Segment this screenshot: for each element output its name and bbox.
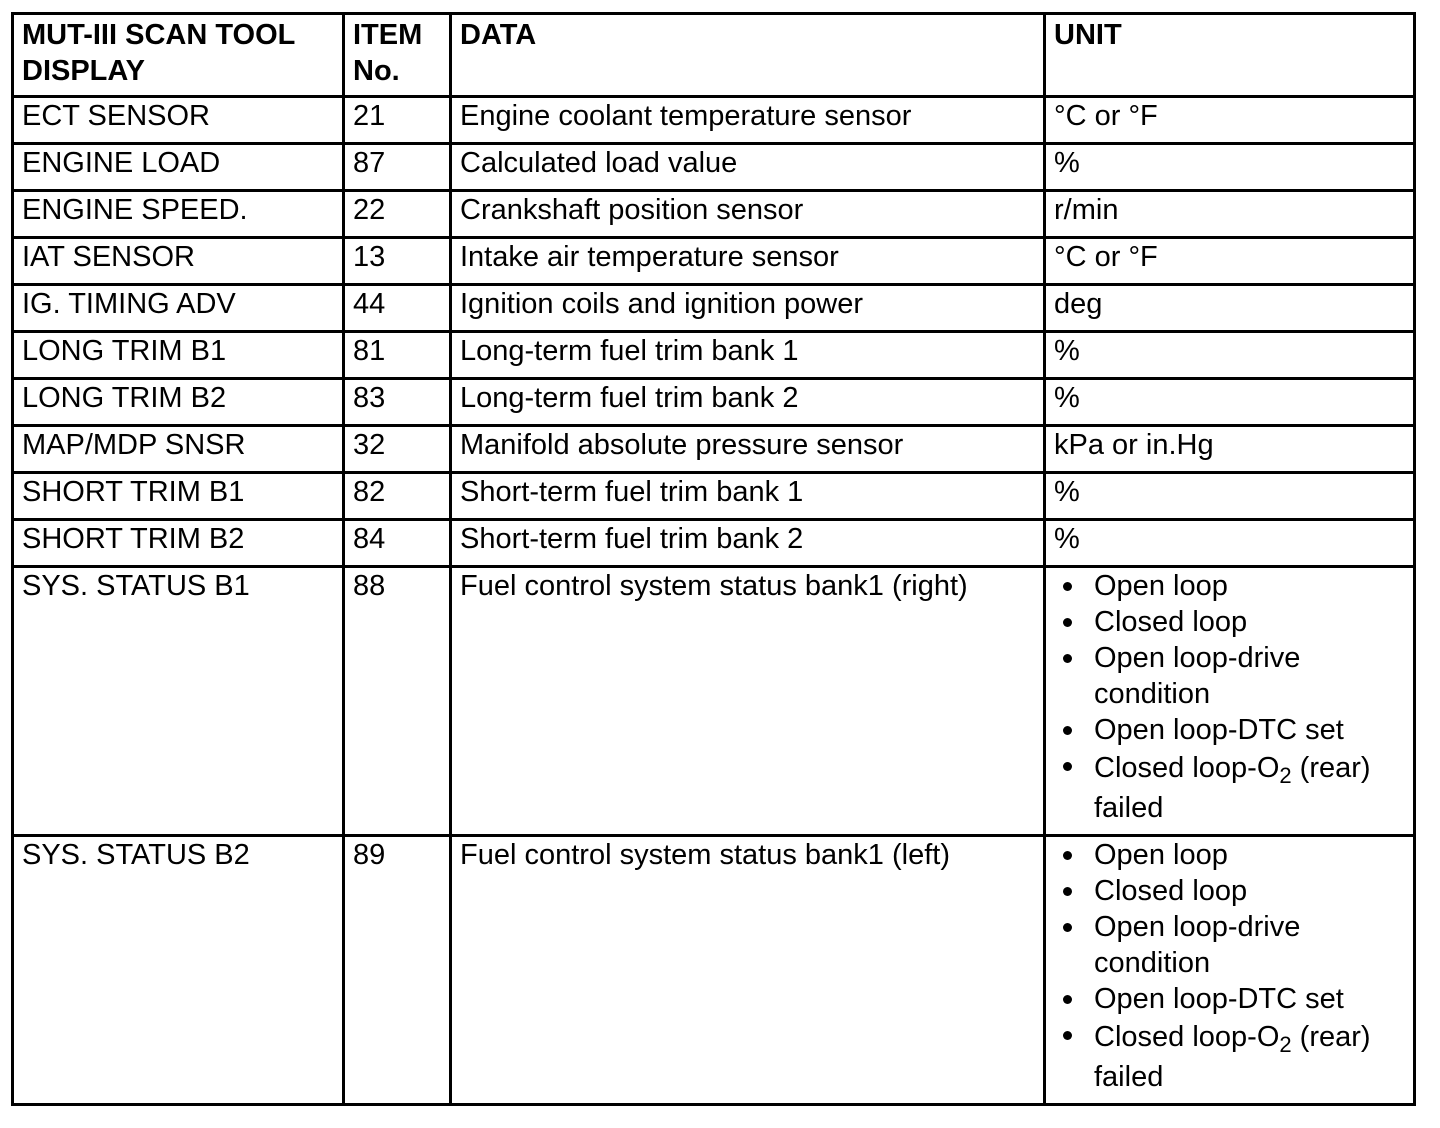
cell-item: 44: [344, 285, 451, 332]
cell-display: MAP/MDP SNSR: [13, 426, 344, 473]
cell-data: Short-term fuel trim bank 2: [451, 520, 1045, 567]
header-display: MUT-III SCAN TOOL DISPLAY: [13, 14, 344, 97]
list-item: [1054, 748, 1405, 828]
header-row: [13, 14, 1415, 97]
cell-item: 81: [344, 332, 451, 379]
list-item: [1054, 1017, 1405, 1097]
o2-subscript: 2: [1279, 763, 1292, 788]
list-item: Closed loop: [1054, 873, 1405, 909]
cell-data: Fuel control system status bank1 (right): [451, 567, 1045, 836]
cell-data: Crankshaft position sensor: [451, 191, 1045, 238]
cell-unit-list: [1045, 836, 1415, 1105]
cell-display: IAT SENSOR: [13, 238, 344, 285]
status-unit-list: [1054, 837, 1405, 1097]
cell-item: 21: [344, 97, 451, 144]
cell-data: Intake air temperature sensor: [451, 238, 1045, 285]
cell-unit-list: [1045, 567, 1415, 836]
list-item: Open loop-drive condition: [1054, 909, 1405, 981]
cell-display: LONG TRIM B2: [13, 379, 344, 426]
header-item: ITEM No.: [344, 14, 451, 97]
list-item: Open loop: [1054, 568, 1405, 604]
cell-item: 13: [344, 238, 451, 285]
list-item: Open loop-drive condition: [1054, 640, 1405, 712]
table-row: [13, 426, 1415, 473]
table-row-status: [13, 836, 1415, 1105]
cell-unit: kPa or in.Hg: [1045, 426, 1415, 473]
table-row-status: [13, 567, 1415, 836]
cell-data: Calculated load value: [451, 144, 1045, 191]
header-unit: UNIT: [1045, 14, 1415, 97]
cell-data: Long-term fuel trim bank 1: [451, 332, 1045, 379]
cell-display: ECT SENSOR: [13, 97, 344, 144]
cell-data: Ignition coils and ignition power: [451, 285, 1045, 332]
cell-display: IG. TIMING ADV: [13, 285, 344, 332]
cell-data: Engine coolant temperature sensor: [451, 97, 1045, 144]
cell-display: SHORT TRIM B1: [13, 473, 344, 520]
list-item: Open loop-DTC set: [1054, 712, 1405, 748]
cell-data: Short-term fuel trim bank 1: [451, 473, 1045, 520]
cell-item: 89: [344, 836, 451, 1105]
cell-unit: °C or °F: [1045, 238, 1415, 285]
list-item: Closed loop: [1054, 604, 1405, 640]
cell-item: 84: [344, 520, 451, 567]
table-row: [13, 520, 1415, 567]
cell-display: SYS. STATUS B1: [13, 567, 344, 836]
table-row: [13, 144, 1415, 191]
cell-display: ENGINE LOAD: [13, 144, 344, 191]
o2-suffix: (rear) failed: [1094, 1021, 1371, 1093]
o2-prefix: Closed loop-O: [1094, 752, 1280, 784]
table-row: [13, 473, 1415, 520]
table-row: [13, 285, 1415, 332]
cell-unit: %: [1045, 473, 1415, 520]
table-row: [13, 379, 1415, 426]
cell-unit: °C or °F: [1045, 97, 1415, 144]
cell-unit: %: [1045, 144, 1415, 191]
o2-suffix: (rear) failed: [1094, 752, 1371, 824]
cell-display: SYS. STATUS B2: [13, 836, 344, 1105]
cell-display: ENGINE SPEED.: [13, 191, 344, 238]
table-row: [13, 191, 1415, 238]
cell-data: Manifold absolute pressure sensor: [451, 426, 1045, 473]
table-row: [13, 332, 1415, 379]
table-row: [13, 238, 1415, 285]
cell-unit: %: [1045, 379, 1415, 426]
list-item: Open loop-DTC set: [1054, 981, 1405, 1017]
cell-data: Long-term fuel trim bank 2: [451, 379, 1045, 426]
o2-subscript: 2: [1279, 1032, 1292, 1057]
table-row: [13, 97, 1415, 144]
cell-item: 83: [344, 379, 451, 426]
cell-display: LONG TRIM B1: [13, 332, 344, 379]
cell-unit: deg: [1045, 285, 1415, 332]
cell-item: 82: [344, 473, 451, 520]
status-unit-list: [1054, 568, 1405, 828]
cell-unit: r/min: [1045, 191, 1415, 238]
header-data: DATA: [451, 14, 1045, 97]
cell-item: 22: [344, 191, 451, 238]
cell-item: 87: [344, 144, 451, 191]
list-item: Open loop: [1054, 837, 1405, 873]
scan-tool-data-table: [11, 12, 1416, 1106]
cell-display: SHORT TRIM B2: [13, 520, 344, 567]
cell-unit: %: [1045, 332, 1415, 379]
o2-prefix: Closed loop-O: [1094, 1021, 1280, 1053]
cell-unit: %: [1045, 520, 1415, 567]
cell-data: Fuel control system status bank1 (left): [451, 836, 1045, 1105]
cell-item: 32: [344, 426, 451, 473]
cell-item: 88: [344, 567, 451, 836]
